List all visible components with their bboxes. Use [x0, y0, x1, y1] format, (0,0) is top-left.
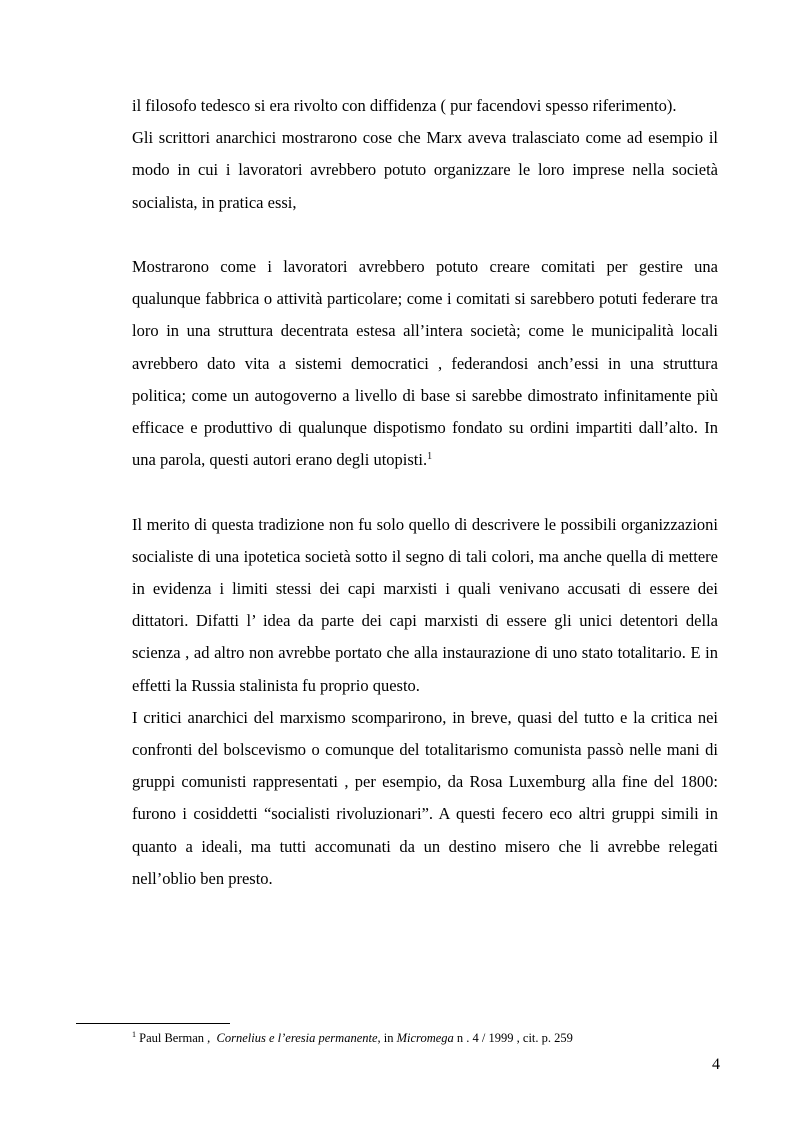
footnote [132, 1030, 732, 1046]
footnote-rest: n . 4 / 1999 , cit. p. 259 [456, 1031, 573, 1045]
footnote-marker: 1 [132, 1030, 136, 1039]
footnote-title: Cornelius e l’eresia permanente [216, 1031, 378, 1045]
footnote-journal: Micromega [396, 1031, 454, 1045]
footnote-reference[interactable]: 1 [427, 451, 433, 463]
page-body [132, 90, 718, 895]
footnote-separator [76, 1023, 230, 1024]
paragraph-4: Il merito di questa tradizione non fu solo quello di descrivere le possibili organizzazioni socialiste di una ipotetica società sotto il segno di tali colori, ma anche quella di mettere in evidenza i limiti stessi dei capi marxisti i quali venivano accusati di essere dei dittatori. Difatti l’ idea da parte dei capi marxisti di essere gli unici detentori della scienza , ad altro non avrebbe portato che alla instaurazione di uno stato totalitario. E in effetti la Russia stalinista fu proprio questo. [132, 514, 718, 695]
paragraph-1: il filosofo tedesco si era rivolto con diffidenza ( pur facendovi spesso riferimento). [132, 96, 677, 115]
paragraph-2: Gli scrittori anarchici mostrarono cose che Marx aveva tralasciato come ad esempio il modo in cui i lavoratori avrebbero potuto organizzare le loro imprese nella società socialista, in pratica essi, [132, 128, 718, 212]
page-number: 4 [712, 1056, 720, 1073]
paragraph-3 [132, 251, 718, 476]
paragraph-3-text: Mostrarono come i lavoratori avrebbero potuto creare comitati per gestire una qualunque fabbrica o attività particolare; come i comitati si sarebbero potuti federare tra loro in una struttura decentrata estesa all’intera società; come le municipalità locali avrebbero dato vita a sistemi democratici , federandosi anch’essi in una struttura politica; come un autogoverno a livello di base si sarebbe dimostrato infinitamente più efficace e produttivo di qualunque dispotismo fondato su ordini impartiti dall’alto. In una parola, questi autori erano degli utopisti. [132, 257, 718, 470]
footnote-author: Paul Berman , [139, 1031, 211, 1045]
footnote-in: , in [377, 1031, 394, 1045]
paragraph-5: I critici anarchici del marxismo scomparirono, in breve, quasi del tutto e la critica nei confronti del bolscevismo o comunque del totalitarismo comunista passò nelle mani di gruppi comunisti rappresentati , per esempio, da Rosa Luxemburg alla fine del 1800: furono i cosiddetti “socialisti rivoluzionari”. A questi fecero eco altri gruppi simili in quanto a ideali, ma tutti accomunati da un destino misero che li avrebbe relegati nell’oblio ben presto. [132, 707, 718, 888]
